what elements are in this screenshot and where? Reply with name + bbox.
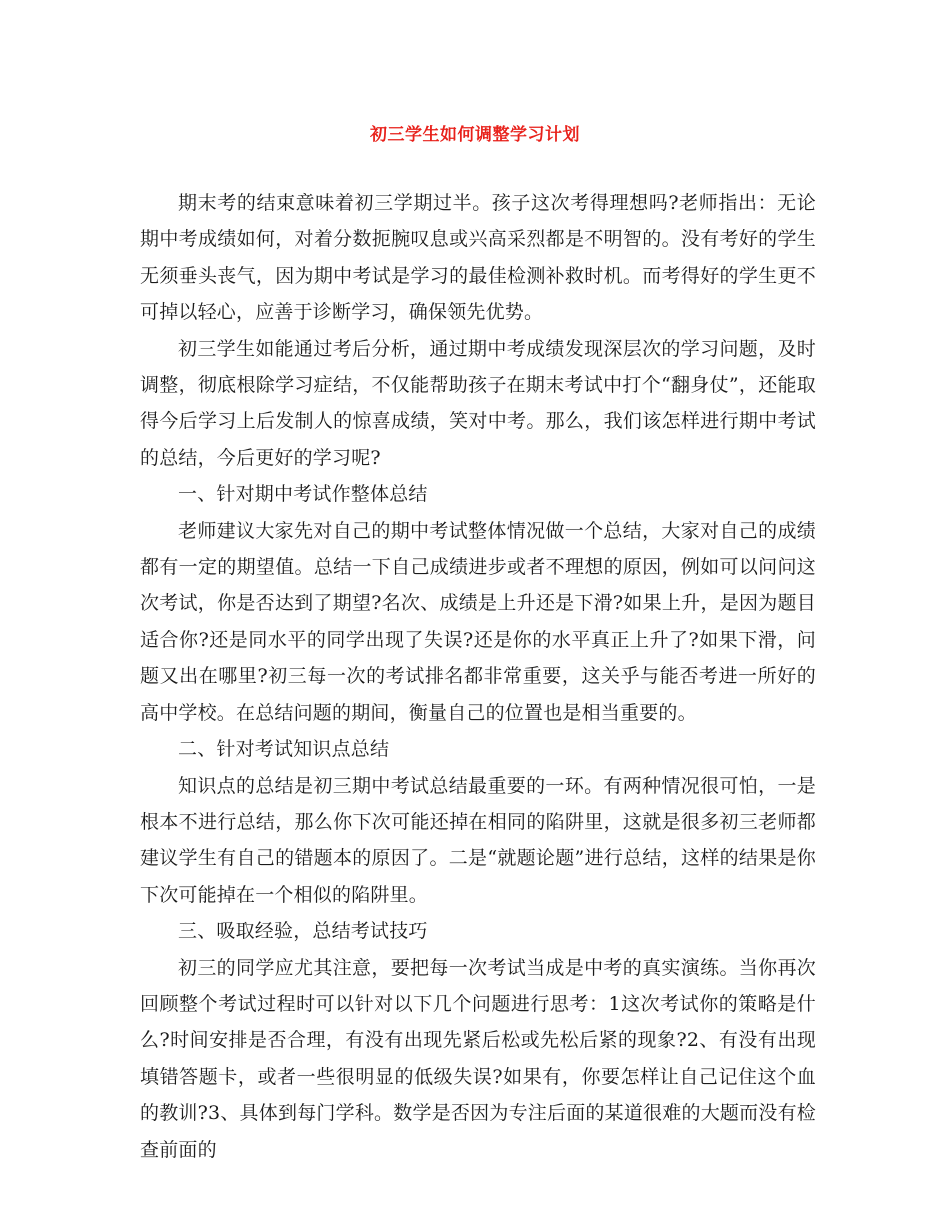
section-heading-3: 三、吸取经验，总结考试技巧 — [178, 920, 428, 943]
section-heading-1: 一、针对期中考试作整体总结 — [178, 483, 428, 506]
paragraph-intro: 期末考的结束意味着初三学期过半。孩子这次考得理想吗?老师指出：无论期中考成绩如何，对着分数扼腕叹息或兴高采烈都是不明智的。没有考好的学生无须垂头丧气，因为期中考试是学习的最佳检测补救时机。而考得好的学生更不可掉以轻心，应善于诊断学习，确保领先优势。 — [140, 192, 816, 324]
paragraph-analysis: 初三学生如能通过考后分析，通过期中考成绩发现深层次的学习问题，及时调整，彻底根除学习症结，不仅能帮助孩子在期末考试中打个“翻身仗”，还能取得今后学习上后发制人的惊喜成绩，笑对中考。那么，我们该怎样进行期中考试的总结，今后更好的学习呢? — [140, 337, 816, 469]
paragraph-knowledge-summary: 知识点的总结是初三期中考试总结最重要的一环。有两种情况很可怕，一是根本不进行总结，那么你下次可能还掉在相同的陷阱里，这就是很多初三老师都建议学生有自己的错题本的原因了。二是“就题论题”进行总结，这样的结果是你下次可能掉在一个相似的陷阱里。 — [140, 774, 816, 906]
document-title: 初三学生如何调整学习计划 — [370, 125, 580, 145]
paragraph-overall-summary: 老师建议大家先对自己的期中考试整体情况做一个总结，大家对自己的成绩都有一定的期望值。总结一下自己成绩进步或者不理想的原因，例如可以问问这次考试，你是否达到了期望?名次、成绩是上升还是下滑?如果上升，是因为题目适合你?还是同水平的同学出现了失误?还是你的水平真正上升了?如果下滑，问题又出在哪里?初三每一次的考试排名都非常重要，这关乎与能否考进一所好的高中学校。在总结问题的期间，衡量自己的位置也是相当重要的。 — [140, 519, 816, 724]
paragraph-exam-skills: 初三的同学应尤其注意，要把每一次考试当成是中考的真实演练。当你再次回顾整个考试过程时可以针对以下几个问题进行思考：1这次考试你的策略是什么?时间安排是否合理，有没有出现先紧后松或先松后紧的现象?2、有没有出现填错答题卡，或者一些很明显的低级失误?如果有，你要怎样让自己记住这个血的教训?3、具体到每门学科。数学是否因为专注后面的某道很难的大题而没有检查前面的 — [140, 956, 816, 1161]
section-heading-2: 二、针对考试知识点总结 — [178, 738, 390, 761]
document-body — [140, 185, 816, 1168]
